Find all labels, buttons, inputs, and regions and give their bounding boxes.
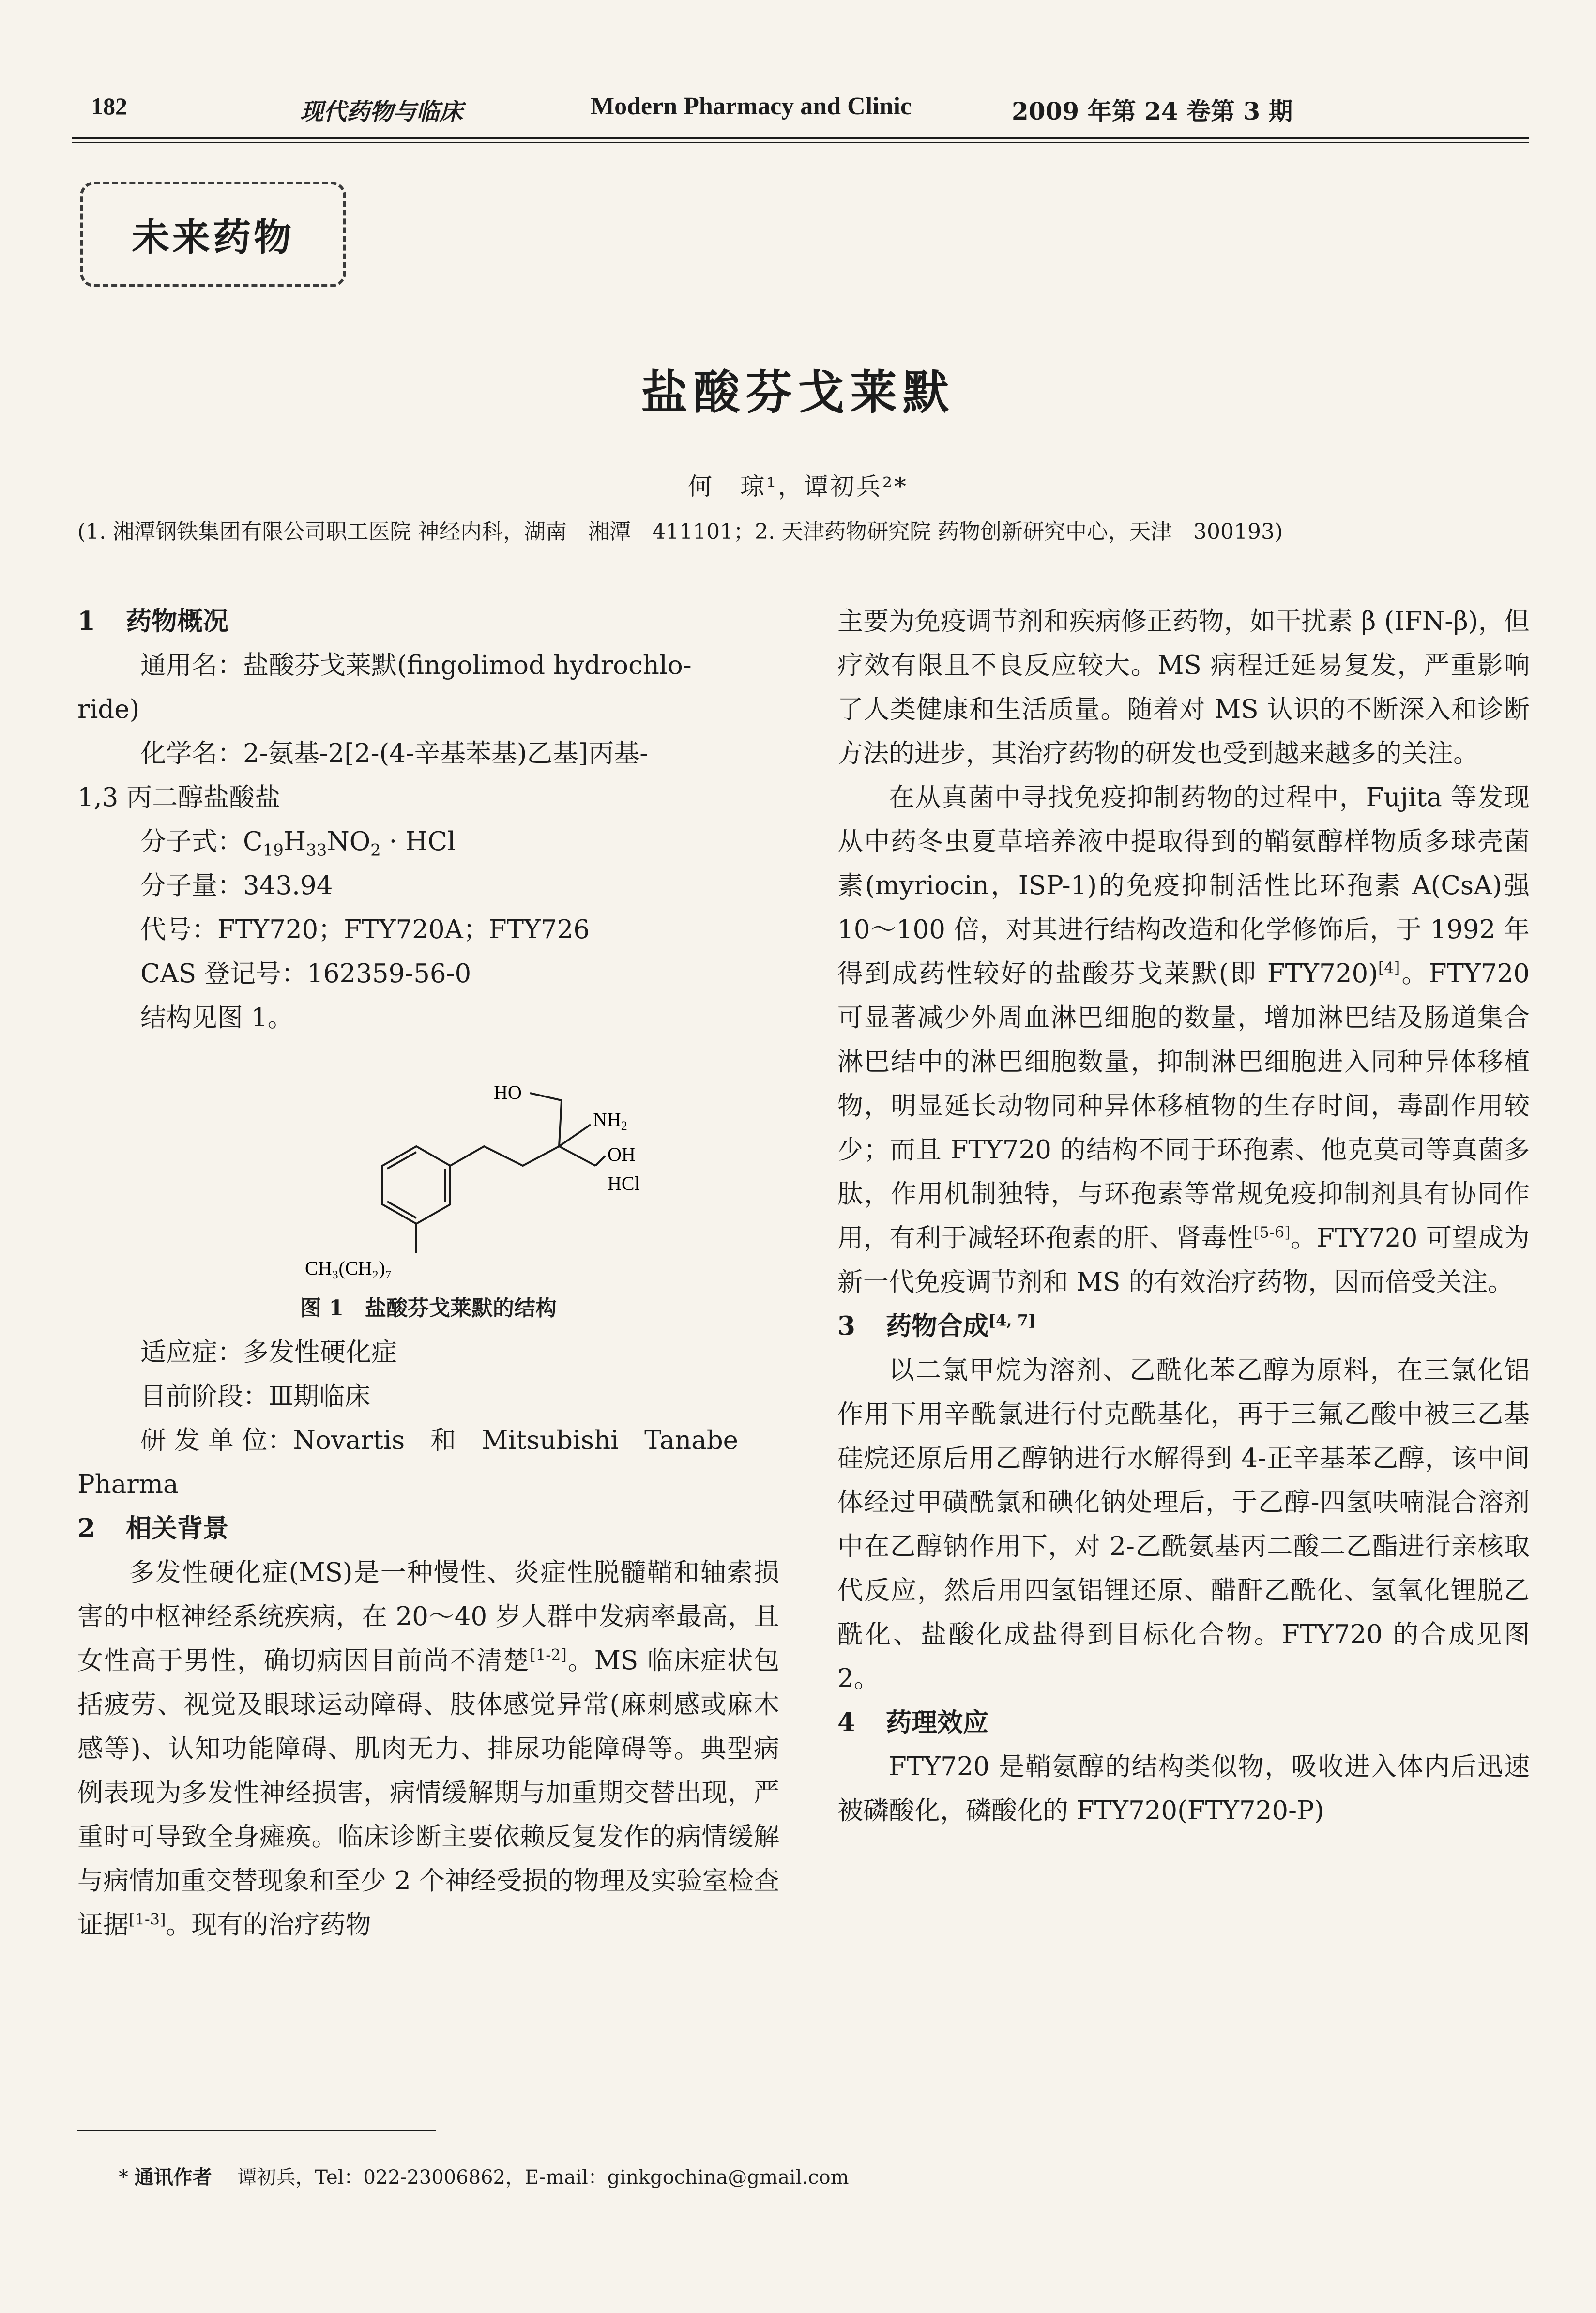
formula-suffix: · HCl	[380, 827, 456, 856]
citation: [1-2]	[530, 1645, 567, 1664]
ethyl-linker	[450, 1146, 559, 1166]
text-run: 。FTY720 可显著减少外周血淋巴细胞的数量，增加淋巴结及肠道集合淋巴结中的淋巴细胞数量，抑制淋巴细胞进入同种异体移植物，明显延长动物同种异体移植物的生存时间，毒副作用较少；而且 FTY720 的结构不同于环孢素、他克莫司等真菌多肽，作用机制独特，与环孢素等常规免疫抑制剂具有协同作用，有利于减轻环孢素的肝、肾毒性	[837, 959, 1530, 1253]
synthesis-paragraph: 以二氯甲烷为溶剂、乙酰化苯乙醇为原料，在三氯化铝作用下用辛酰氯进行付克酰基化，再于三氟乙酸中被三乙基硅烷还原后用乙醇钠进行水解得到 4-正辛基苯乙醇，该中间体经过甲磺酰氯和碘化钠处理后，于乙醇-四氢呋喃混合溶剂中在乙醇钠作用下，对 2-乙酰氨基丙二酸二乙酯进行亲核取代反应，然后用四氢铝锂还原、醋酐乙酰化、氢氧化锂脱乙酰化、盐酸化成盐得到目标化合物。FTY720 的合成见图 2。	[837, 1355, 1530, 1693]
section-4-heading	[837, 1701, 1530, 1745]
section-number: 1	[77, 606, 95, 636]
category-label: 未来药物	[131, 215, 294, 259]
text-run: 多发性硬化症(MS)是一种慢性、炎症性脱髓鞘和轴索损害的中枢神经系统疾病，在 20～40 岁人群中发病率最高，且女性高于男性，确切病因目前尚不清楚	[77, 1558, 779, 1675]
footnote	[119, 2162, 849, 2190]
section-title: 相关背景	[126, 1513, 228, 1543]
section-title: 药理效应	[886, 1707, 988, 1737]
formula-sub-c: 19	[262, 840, 284, 860]
background-paragraph-1-cont: 主要为免疫调节剂和疾病修正药物，如干扰素 β (IFN-β)，但疗效有限且不良反应较大。MS 病程迁延易复发，严重影响了人类健康和生活质量。随着对 MS 认识的不断深入和诊断方法的进步，其治疗药物的研发也受到越来越多的关注。	[837, 607, 1530, 768]
label-ho: HO	[494, 1081, 522, 1103]
section-title: 药物概况	[126, 606, 228, 636]
molecular-weight: 分子量：343.94	[140, 871, 333, 900]
text-run: 。现有的治疗药物	[166, 1910, 371, 1940]
chemical-name-cont: 1,3 丙二醇盐酸盐	[77, 783, 281, 812]
developer-cont: Pharma	[77, 1470, 179, 1499]
generic-name: 通用名：盐酸芬戈莱默(fingolimod hydrochlo-	[140, 651, 692, 680]
cas-number: CAS 登记号：162359-56-0	[140, 959, 471, 989]
label-octyl-chain: CH₃(CH₂)₇	[305, 1257, 392, 1279]
footnote-marker: *	[119, 2166, 128, 2189]
structure-ref: 结构见图 1。	[140, 1003, 293, 1033]
page-number: 182	[91, 92, 127, 120]
section-2-heading	[77, 1506, 779, 1551]
indication: 适应症：多发性硬化症	[140, 1338, 397, 1367]
category-box	[80, 182, 346, 287]
section-number: 4	[837, 1707, 855, 1737]
background-paragraph-2	[837, 776, 1530, 1304]
citation: [5-6]	[1253, 1223, 1291, 1242]
label-hcl: HCl	[608, 1172, 640, 1194]
text-run: 在从真菌中寻找免疫抑制药物的过程中，Fujita 等发现从中药冬虫夏草培养液中提取得到的鞘氨醇样物质多球壳菌素(myriocin，ISP-1)的免疫抑制活性比环孢素 A(CsA)强 10～100 倍，对其进行结构改造和化学修饰后，于 1992 年得到成药性较好的盐酸芬戈莱默(即 FTY720)	[837, 783, 1530, 989]
clinical-stage: 目前阶段：Ⅲ期临床	[140, 1382, 371, 1411]
footnote-rule	[77, 2130, 436, 2131]
chemical-structure-diagram	[77, 1045, 779, 1287]
benzene-ring	[382, 1146, 450, 1224]
formula-prefix: 分子式：C	[140, 827, 263, 856]
formula-h: H	[283, 827, 306, 856]
structure-figure	[77, 1045, 779, 1287]
header-rule-thin	[72, 142, 1529, 143]
label-nh2: $NH_2$	[593, 1109, 627, 1133]
codes: 代号：FTY720；FTY720A；FTY726	[140, 915, 590, 944]
background-paragraph-1	[77, 1551, 779, 1947]
section-number: 3	[837, 1311, 855, 1341]
affiliation: (1. 湘潭钢铁集团有限公司职工医院 神经内科，湖南 湘潭 411101；2. 天津药物研究院 药物创新研究中心，天津 300193)	[77, 519, 1283, 544]
footnote-label: 通讯作者	[134, 2166, 212, 2189]
molecular-formula	[77, 820, 779, 864]
text-run: 。MS 临床症状包括疲劳、视觉及眼球运动障碍、肢体感觉异常(麻刺感或麻木感等)、认知功能障碍、肌肉无力、排尿功能障碍等。典型病例表现为多发性神经损害，病情缓解期与加重期交替出现，严重时可导致全身瘫痪。临床诊断主要依赖反复发作的病情缓解与病情加重交替现象和至少 2 个神经受损的物理及实验室检查证据	[77, 1646, 779, 1940]
journal-title-cn: 现代药物与临床	[300, 98, 463, 125]
generic-name-cont: ride)	[77, 695, 140, 724]
article-title: 盐酸芬戈莱默	[641, 365, 955, 420]
citation: [1-3]	[129, 1910, 166, 1929]
formula-sub-h: 33	[306, 840, 327, 860]
authors: 何 琼¹，谭初兵²*	[687, 472, 909, 501]
pharmacology-paragraph: FTY720 是鞘氨醇的结构类似物，吸收进入体内后迅速被磷酸化，磷酸化的 FTY720(FTY720-P)	[837, 1752, 1530, 1826]
text-run: 。FTY720 可望成为新一代免疫调节剂和 MS 的有效治疗药物，因而倍受关注。	[837, 1223, 1530, 1297]
label-oh: OH	[608, 1143, 636, 1165]
footnote-text: 谭初兵，Tel：022-23006862，E-mail：ginkgochina@gmail.com	[237, 2166, 849, 2189]
citation: [4]	[1378, 959, 1400, 977]
header-rule	[72, 137, 1529, 139]
left-column	[77, 599, 779, 1947]
right-column	[837, 599, 1530, 1833]
section-number: 2	[77, 1513, 95, 1543]
issue-info: 2009 年第 24 卷第 3 期	[1012, 97, 1293, 125]
figure-caption: 图 1 盐酸芬戈莱默的结构	[300, 1296, 557, 1321]
developer: 研 发 单 位：Novartis 和 Mitsubishi Tanabe	[140, 1426, 739, 1455]
section-3-heading	[837, 1304, 1530, 1348]
section-title: 药物合成	[886, 1311, 988, 1341]
formula-no: NO	[327, 827, 371, 856]
citation: [4, 7]	[988, 1311, 1036, 1330]
chemical-name: 化学名：2-氨基-2[2-(4-辛基苯基)乙基]丙基-	[140, 739, 649, 768]
journal-title-en: Modern Pharmacy and Clinic	[591, 92, 912, 120]
section-1-heading	[77, 599, 779, 643]
formula-sub-o: 2	[370, 840, 381, 860]
